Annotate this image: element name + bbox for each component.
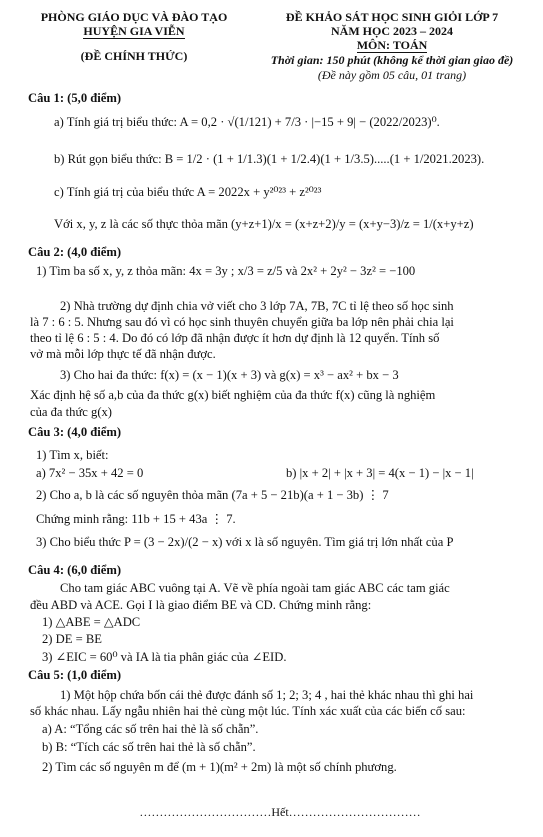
q2-p3-l2: Xác định hệ số a,b của đa thức g(x) biết nghiệm của đa thức f(x) cũng là nghiệm bbox=[30, 388, 436, 402]
q4-l2: đều ABD và ACE. Gọi I là giao điểm BE và CD. Chứng minh rằng: bbox=[30, 598, 372, 612]
q4-s2: 2) DE = BE bbox=[42, 632, 102, 646]
q1-c1: c) Tính giá trị của biểu thức A = 2022x + y²⁰²³ + z²⁰²³ bbox=[54, 185, 322, 199]
school-year: NĂM HỌC 2023 – 2024 bbox=[331, 24, 453, 39]
q4-s1: 1) △ABE = △ADC bbox=[42, 615, 141, 629]
q1-a: a) Tính giá trị biểu thức: A = 0,2 · √(1/121) + 7/3 · |−15 + 9| − (2022/2023)⁰. bbox=[54, 115, 440, 129]
q3-title: Câu 3: (4,0 điểm) bbox=[28, 425, 122, 439]
q5-l2: số khác nhau. Lấy ngẫu nhiên hai thẻ cùng một lúc. Tính xác xuất của các biến cố sau: bbox=[30, 704, 466, 718]
time-limit: Thời gian: 150 phút (không kể thời gian giao đề) bbox=[270, 53, 514, 68]
q4-l1: Cho tam giác ABC vuông tại A. Vẽ về phía ngoài tam giác ABC các tam giác bbox=[60, 581, 450, 595]
q5-a: a) A: “Tổng các số trên hai thẻ là số chẵn”. bbox=[42, 722, 259, 736]
q3-p1b: b) |x + 2| + |x + 3| = 4(x − 1) − |x − 1| bbox=[286, 466, 474, 480]
q5-title: Câu 5: (1,0 điểm) bbox=[28, 668, 122, 682]
q1-title: Câu 1: (5,0 điểm) bbox=[28, 91, 122, 105]
q3-p1: 1) Tìm x, biết: bbox=[36, 448, 109, 462]
q5-b: b) B: “Tích các số trên hai thẻ là số chẵn”. bbox=[42, 740, 256, 754]
q2-p1: 1) Tìm ba số x, y, z thỏa mãn: 4x = 3y ; x/3 = z/5 và 2x² + 2y² − 3z² = −100 bbox=[36, 264, 416, 278]
q2-p2-l4: vở mà mỗi lớp thực tế đã nhận được. bbox=[30, 347, 216, 361]
q2-title: Câu 2: (4,0 điểm) bbox=[28, 245, 122, 259]
q3-p1a: a) 7x² − 35x + 42 = 0 bbox=[36, 466, 144, 480]
department-name: PHÒNG GIÁO DỤC VÀ ĐÀO TẠO bbox=[40, 10, 228, 24]
q2-p2-l1: 2) Nhà trường dự định chia vở viết cho 3 lớp 7A, 7B, 7C tỉ lệ theo số học sinh bbox=[60, 299, 454, 313]
page-count-note: (Đề này gồm 05 câu, 01 trang) bbox=[317, 67, 467, 82]
q5-l3: 2) Tìm các số nguyên m để (m + 1)(m² + 2m) là một số chính phương. bbox=[42, 760, 397, 774]
q5-l1: 1) Một hộp chứa bốn cái thẻ được đánh số 1; 2; 3; 4 , hai thẻ khác nhau thì ghi hai bbox=[60, 688, 474, 702]
end-marker: ……………………………Hết…………………………… bbox=[139, 805, 421, 819]
q2-p3-l1: 3) Cho hai đa thức: f(x) = (x − 1)(x + 3) và g(x) = x³ − ax² + bx − 3 bbox=[60, 368, 399, 382]
q3-p2: 2) Cho a, b là các số nguyên thỏa mãn (7a + 5 − 21b)(a + 1 − 3b) ⋮ 7 bbox=[36, 488, 389, 502]
q2-p3-l3: của đa thức g(x) bbox=[30, 405, 113, 419]
exam-title: ĐỀ KHẢO SÁT HỌC SINH GIỎI LỚP 7 bbox=[285, 10, 499, 24]
subject: MÔN: TOÁN bbox=[356, 38, 428, 53]
header-right bbox=[252, 10, 532, 82]
q4-s3: 3) ∠EIC = 60⁰ và IA là tia phân giác của ∠EID. bbox=[42, 650, 287, 664]
q4-title: Câu 4: (6,0 điểm) bbox=[28, 563, 122, 577]
q3-p3: 3) Cho biểu thức P = (3 − 2x)/(2 − x) với x là số nguyên. Tìm giá trị lớn nhất của P bbox=[36, 535, 454, 549]
q1-b: b) Rút gọn biểu thức: B = 1/2 · (1 + 1/1.3)(1 + 1/2.4)(1 + 1/3.5).....(1 + 1/2021.2023). bbox=[54, 152, 485, 166]
official-label: (ĐỀ CHÍNH THỨC) bbox=[80, 49, 188, 64]
header-left bbox=[24, 10, 244, 63]
q2-p2-l3: theo tỉ lệ 6 : 5 : 4. Do đó có lớp đã nhận được ít hơn dự định là 12 quyển. Tính số bbox=[30, 331, 440, 345]
q2-p2-l2: là 7 : 6 : 5. Nhưng sau đó vì có học sinh thuyên chuyển giữa ba lớp nên phải chia lại bbox=[30, 315, 454, 329]
district-name: HUYỆN GIA VIỄN bbox=[83, 24, 185, 39]
q1-c2: Với x, y, z là các số thực thỏa mãn (y+z+1)/x = (x+z+2)/y = (x+y−3)/z = 1/(x+y+z) bbox=[54, 217, 474, 231]
q3-p2b: Chứng minh rằng: 11b + 15 + 43a ⋮ 7. bbox=[36, 512, 236, 526]
